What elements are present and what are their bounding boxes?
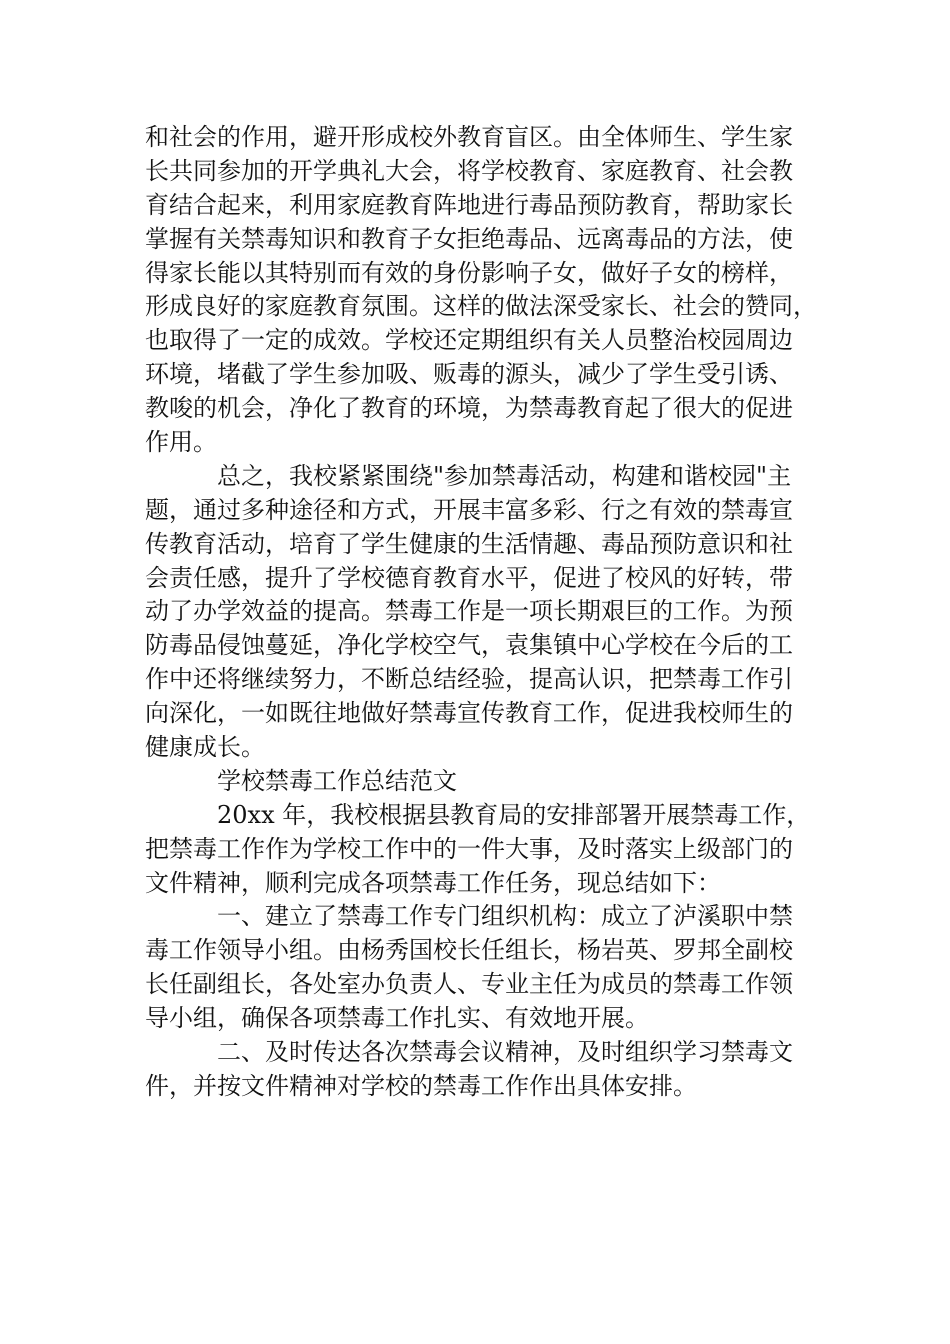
paragraph-line: 长任副组长，各处室办负责人、专业主任为成员的禁毒工作领 xyxy=(145,970,793,999)
paragraph-line: 向深化，一如既往地做好禁毒宣传教育工作，促进我校师生的 xyxy=(145,699,793,728)
paragraph-line: 件，并按文件精神对学校的禁毒工作作出具体安排。 xyxy=(145,1071,697,1100)
paragraph-line: 题，通过多种途径和方式，开展丰富多彩、行之有效的禁毒宣 xyxy=(145,495,793,524)
paragraph-line: 动了办学效益的提高。禁毒工作是一项长期艰巨的工作。为预 xyxy=(145,597,793,626)
paragraph-line: 作用。 xyxy=(145,428,217,457)
paragraph-first-line: 二、及时传达各次禁毒会议精神，及时组织学习禁毒文 xyxy=(217,1038,793,1067)
paragraph-line: 形成良好的家庭教育氛围。这样的做法深受家长、社会的赞同， xyxy=(145,292,817,321)
paragraph-first-line: 总之，我校紧紧围绕"参加禁毒活动，构建和谐校园"主 xyxy=(217,461,792,490)
section-title: 学校禁毒工作总结范文 xyxy=(217,766,457,795)
paragraph-line: 把禁毒工作作为学校工作中的一件大事，及时落实上级部门的 xyxy=(145,834,793,863)
paragraph-line: 也取得了一定的成效。学校还定期组织有关人员整治校园周边 xyxy=(145,326,793,355)
paragraph-line: 长共同参加的开学典礼大会，将学校教育、家庭教育、社会教 xyxy=(145,156,793,185)
paragraph-first-line: 20xx 年，我校根据县教育局的安排部署开展禁毒工作， xyxy=(217,800,811,829)
paragraph-line: 健康成长。 xyxy=(145,733,265,762)
paragraph-line: 教唆的机会，净化了教育的环境，为禁毒教育起了很大的促进 xyxy=(145,394,793,423)
paragraph-line: 育结合起来，利用家庭教育阵地进行毒品预防教育，帮助家长 xyxy=(145,190,793,219)
paragraph-line: 传教育活动，培育了学生健康的生活情趣、毒品预防意识和社 xyxy=(145,529,793,558)
paragraph-line: 导小组，确保各项禁毒工作扎实、有效地开展。 xyxy=(145,1004,649,1033)
document-body xyxy=(145,121,817,1104)
paragraph-line: 作中还将继续努力，不断总结经验，提高认识，把禁毒工作引 xyxy=(145,665,793,694)
paragraph-first-line: 一、建立了禁毒工作专门组织机构：成立了泸溪职中禁 xyxy=(217,902,793,931)
paragraph-line: 毒工作领导小组。由杨秀国校长任组长，杨岩英、罗邦全副校 xyxy=(145,936,793,965)
paragraph-line: 环境，堵截了学生参加吸、贩毒的源头，减少了学生受引诱、 xyxy=(145,360,793,389)
paragraph-line: 防毒品侵蚀蔓延，净化学校空气，袁集镇中心学校在今后的工 xyxy=(145,631,793,660)
paragraph-line: 会责任感，提升了学校德育教育水平，促进了校风的好转，带 xyxy=(145,563,793,592)
paragraph-line: 掌握有关禁毒知识和教育子女拒绝毒品、远离毒品的方法，使 xyxy=(145,224,793,253)
paragraph-line: 文件精神，顺利完成各项禁毒工作任务，现总结如下： xyxy=(145,868,721,897)
paragraph-line: 得家长能以其特别而有效的身份影响子女，做好子女的榜样， xyxy=(145,258,793,287)
paragraph-line: 和社会的作用，避开形成校外教育盲区。由全体师生、学生家 xyxy=(145,123,793,151)
